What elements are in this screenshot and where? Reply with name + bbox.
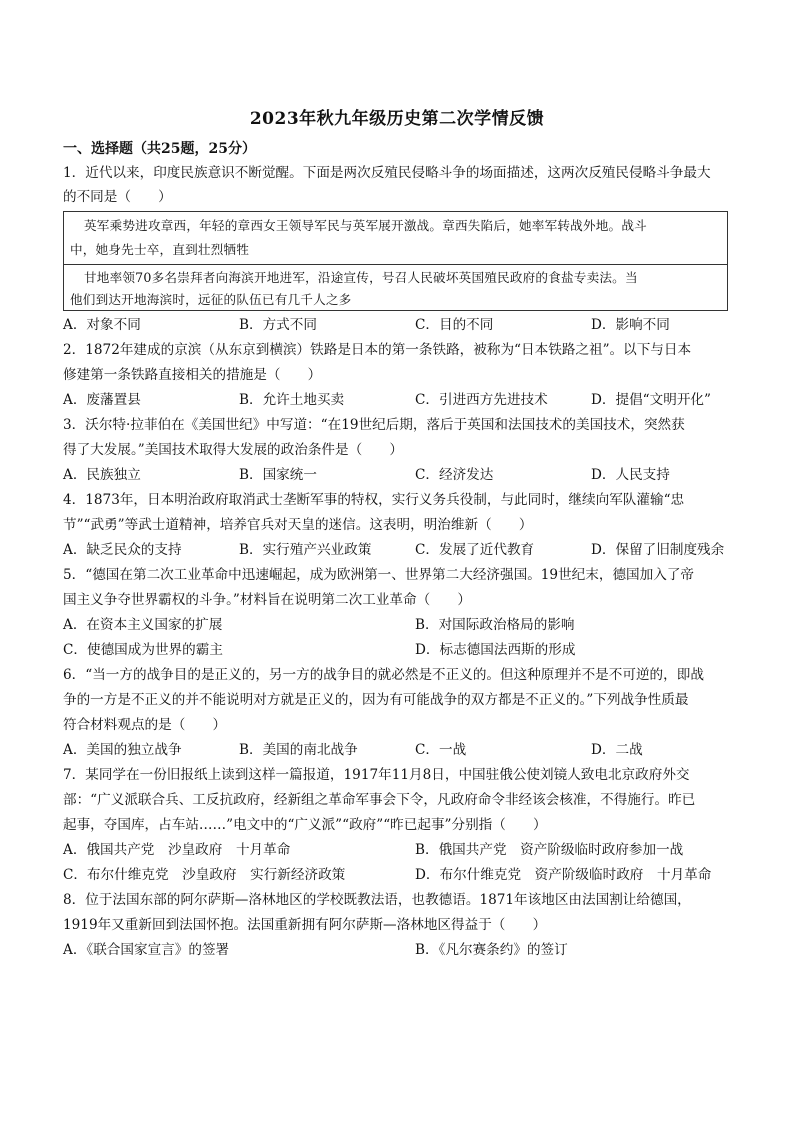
question-2-options bbox=[63, 391, 733, 409]
question-5-text-cont: 国主义争夺世界霸权的斗争。”材料旨在说明第二次工业革命（ ） bbox=[63, 592, 471, 608]
question-1-option-d[interactable]: D．影响不同 bbox=[591, 317, 670, 333]
question-7-option-a[interactable]: A．俄国共产党 沙皇政府 十月革命 bbox=[63, 842, 291, 858]
question-5-text: 5．“德国在第二次工业革命中迅速崛起，成为欧洲第一、世界第二大经济强国。19世纪末，德国加入了帝 bbox=[63, 567, 695, 583]
material-row-2 bbox=[64, 265, 727, 310]
question-1-text: 1．近代以来，印度民族意识不断觉醒。下面是两次反殖民侵略斗争的场面描述，这两次反殖民侵略斗争最大 bbox=[63, 165, 711, 181]
question-8-options-row-1 bbox=[63, 941, 733, 959]
question-6-option-d[interactable]: D．二战 bbox=[591, 742, 643, 758]
question-6-options bbox=[63, 741, 733, 759]
question-3-text: 3．沃尔特·拉菲伯在《美国世纪》中写道：“在19世纪后期，落后于英国和法国技术的美国技术，突然获 bbox=[63, 417, 685, 433]
question-2-option-c[interactable]: C．引进西方先进技术 bbox=[415, 392, 548, 408]
question-7-option-d[interactable]: D．布尔什维克党 资产阶级临时政府 十月革命 bbox=[415, 867, 712, 883]
question-8-option-b[interactable]: B．《凡尔赛条约》的签订 bbox=[415, 942, 568, 958]
question-4-option-d[interactable]: D．保留了旧制度残余 bbox=[591, 542, 725, 558]
question-8-option-a[interactable]: A．《联合国家宣言》的签署 bbox=[63, 942, 230, 958]
material-row-2-text-cont: 他们到达开地海滨时，远征的队伍已有几千人之多 bbox=[70, 292, 352, 307]
question-4-text-cont: 节”“武勇”等武士道精神，培养官兵对天皇的迷信。这表明，明治维新（ ） bbox=[63, 517, 533, 533]
question-5-option-c[interactable]: C．使德国成为世界的霸主 bbox=[63, 642, 223, 658]
question-4-option-b[interactable]: B．实行殖产兴业政策 bbox=[239, 542, 372, 558]
page-title: 2023年秋九年级历史第二次学情反馈 bbox=[249, 109, 545, 129]
question-1-options bbox=[63, 316, 733, 334]
question-8-text: 8．位于法国东部的阿尔萨斯—洛林地区的学校既教法语，也教德语。1871年该地区由法国割让给德国， bbox=[63, 892, 691, 908]
question-3-option-b[interactable]: B．国家统一 bbox=[239, 467, 317, 483]
question-3-options bbox=[63, 466, 733, 484]
question-6-option-c[interactable]: C．一战 bbox=[415, 742, 467, 758]
question-5-options-row-1 bbox=[63, 616, 733, 634]
question-5-option-a[interactable]: A．在资本主义国家的扩展 bbox=[63, 617, 223, 633]
question-6-option-b[interactable]: B．美国的南北战争 bbox=[239, 742, 358, 758]
question-7-option-b[interactable]: B．俄国共产党 资产阶级临时政府参加一战 bbox=[415, 842, 684, 858]
question-1-option-c[interactable]: C．目的不同 bbox=[415, 317, 494, 333]
question-6-option-a[interactable]: A．美国的独立战争 bbox=[63, 742, 182, 758]
question-8-text-cont: 1919年又重新回到法国怀抱。法国重新拥有阿尔萨斯—洛林地区得益于（ ） bbox=[63, 917, 547, 933]
material-row-1-text-cont: 中，她身先士卒，直到壮烈牺牲 bbox=[70, 242, 250, 257]
material-row-1-text: 英军乘势进攻章西，年轻的章西女王领导军民与英军展开激战。章西失陷后，她率军转战外地。战斗 bbox=[84, 218, 647, 233]
question-7-text-cont-2: 起事，夺国库，占车站……”电文中的“广义派”“政府”“昨已起事”分别指（ ） bbox=[63, 817, 547, 833]
question-2-text-cont: 修建第一条铁路直接相关的措施是（ ） bbox=[63, 367, 322, 383]
question-3-text-cont: 得了大发展。”美国技术取得大发展的政治条件是（ ） bbox=[63, 442, 403, 458]
material-row-2-text: 甘地率领70多名崇拜者向海滨开地进军，沿途宣传，号召人民破坏英国殖民政府的食盐专卖法。当 bbox=[84, 270, 638, 285]
question-5-option-d[interactable]: D．标志德国法西斯的形成 bbox=[415, 642, 576, 658]
material-row-1 bbox=[64, 212, 727, 265]
material-table bbox=[63, 211, 728, 311]
question-7-text: 7．某同学在一份旧报纸上读到这样一篇报道，1917年11月8日，中国驻俄公使刘镜人致电北京政府外交 bbox=[63, 767, 690, 783]
question-2-text: 2．1872年建成的京滨（从东京到横滨）铁路是日本的第一条铁路，被称为“日本铁路之祖”。以下与日本 bbox=[63, 342, 692, 358]
question-5-option-b[interactable]: B．对国际政治格局的影响 bbox=[415, 617, 575, 633]
question-4-option-a[interactable]: A．缺乏民众的支持 bbox=[63, 542, 182, 558]
question-7-options-row-1 bbox=[63, 841, 733, 859]
question-7-text-cont: 部：“广义派联合兵、工反抗政府，经新组之革命军事会下令，凡政府命令非经该会核准，不得施行。昨已 bbox=[63, 792, 696, 808]
question-2-option-b[interactable]: B．允许土地买卖 bbox=[239, 392, 345, 408]
question-4-options bbox=[63, 541, 733, 559]
question-3-option-d[interactable]: D．人民支持 bbox=[591, 467, 670, 483]
section-heading: 一、选择题（共25题，25分） bbox=[63, 141, 256, 157]
question-1-text-cont: 的不同是（ ） bbox=[63, 189, 172, 205]
question-1-option-b[interactable]: B．方式不同 bbox=[239, 317, 317, 333]
question-3-option-c[interactable]: C．经济发达 bbox=[415, 467, 494, 483]
question-6-text: 6．“当一方的战争目的是正义的，另一方的战争目的就必然是不正义的。但这种原理并不是不可逆的，即战 bbox=[63, 667, 704, 683]
question-6-text-cont-2: 符合材料观点的是（ ） bbox=[63, 717, 227, 733]
question-2-option-a[interactable]: A．废藩置县 bbox=[63, 392, 141, 408]
question-2-option-d[interactable]: D．提倡“文明开化” bbox=[591, 392, 711, 408]
question-7-option-c[interactable]: C．布尔什维克党 沙皇政府 实行新经济政策 bbox=[63, 867, 346, 883]
question-1-option-a[interactable]: A．对象不同 bbox=[63, 317, 141, 333]
question-5-options-row-2 bbox=[63, 641, 733, 659]
question-6-text-cont: 争的一方是不正义的并不能说明对方就是正义的，因为有可能战争的双方都是不正义的。”下列战争性质最 bbox=[63, 692, 689, 708]
question-3-option-a[interactable]: A．民族独立 bbox=[63, 467, 141, 483]
question-4-text: 4．1873年，日本明治政府取消武士垄断军事的特权，实行义务兵役制，与此同时，继续向军队灌输“忠 bbox=[63, 492, 685, 508]
question-4-option-c[interactable]: C．发展了近代教育 bbox=[415, 542, 535, 558]
question-7-options-row-2 bbox=[63, 866, 733, 884]
